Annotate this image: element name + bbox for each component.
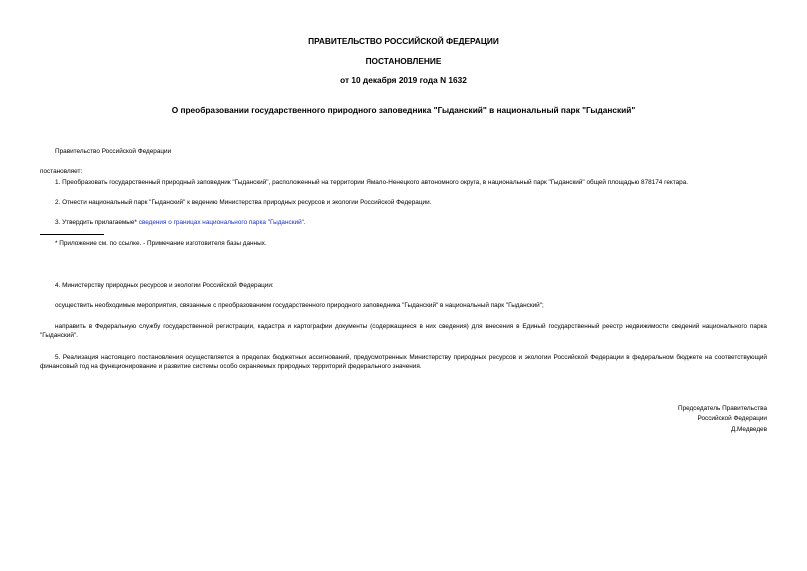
- item-3-suffix: .: [303, 219, 306, 226]
- decides-paragraph: постановляет:: [40, 168, 83, 175]
- item-3-paragraph: [55, 218, 306, 227]
- item-5-paragraph: 5. Реализация настоящего постановления осуществляется в пределах бюджетных ассигнований, предусмотренных Министерству природных ресурсов и экологии Российской Федерации в федеральном бюджете на соответствующий финансовый год на функционирование и развитие системы особо охраняемых природных территорий федерального значения.: [40, 354, 767, 370]
- item-4a-paragraph: осуществить необходимые мероприятия, связанные с преобразованием государственного природного заповедника "Гыданский" в национальный парк "Гыданский";: [55, 302, 544, 309]
- intro-paragraph: Правительство Российской Федерации: [55, 148, 172, 155]
- document-title: О преобразовании государственного природного заповедника "Гыданский" в национальный парк "Гыданский": [171, 105, 636, 115]
- signatory-position: Председатель Правительства: [678, 405, 767, 412]
- footnote-divider: [40, 234, 104, 235]
- boundaries-link[interactable]: сведения о границах национального парка "Гыданский": [138, 219, 304, 226]
- government-heading: ПРАВИТЕЛЬСТВО РОССИЙСКОЙ ФЕДЕРАЦИИ: [308, 36, 499, 46]
- item-4b-paragraph: направить в Федеральную службу государственной регистрации, кадастра и картографии документы (содержащиеся в них сведения) для внесения в Единый государственный реестр недвижимости сведений национального парка "Гыданский".: [40, 323, 767, 339]
- document-type-heading: ПОСТАНОВЛЕНИЕ: [365, 56, 442, 66]
- item-2-paragraph: 2. Отнести национальный парк "Гыданский" к ведению Министерства природных ресурсов и экологии Российской Федерации.: [55, 199, 432, 206]
- signatory-country: Российской Федерации: [697, 415, 767, 422]
- signatory-name: Д.Медведев: [730, 426, 767, 433]
- item-1-paragraph: 1. Преобразовать государственный природный заповедник "Гыданский", расположенный на территории Ямало-Ненецкого автономного округа, в национальный парк "Гыданский" общей площадью 878174 гектара.: [55, 179, 689, 186]
- date-number-heading: от 10 декабря 2019 года N 1632: [340, 75, 467, 85]
- footnote-paragraph: * Приложение см. по ссылке. - Примечание изготовителя базы данных.: [55, 240, 267, 247]
- item-3-prefix: 3. Утвердить прилагаемые*: [55, 219, 139, 226]
- item-4-paragraph: 4. Министерству природных ресурсов и экологии Российской Федерации:: [55, 282, 274, 289]
